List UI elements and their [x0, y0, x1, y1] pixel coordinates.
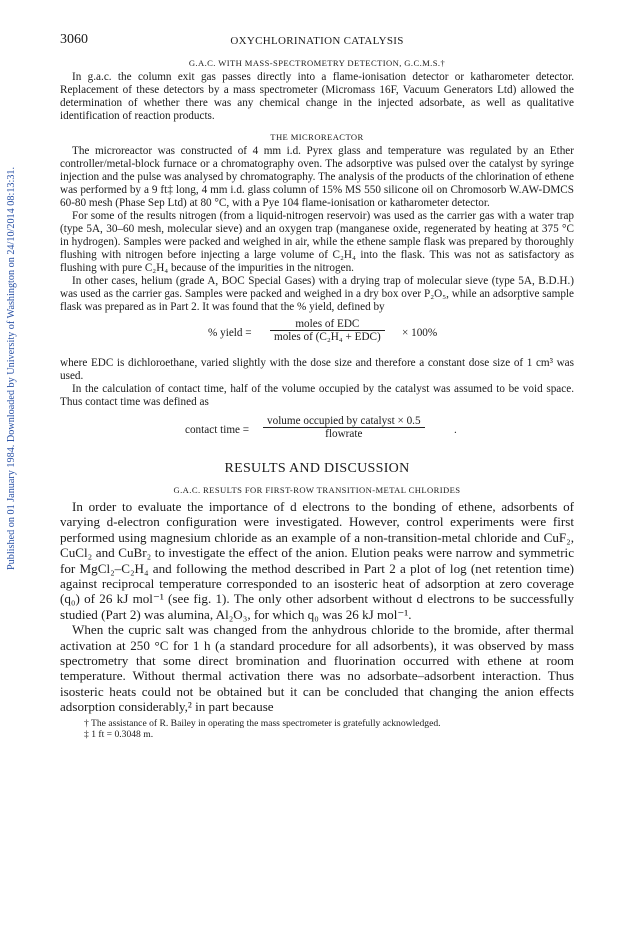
footnote: ‡ 1 ft = 0.3048 m. [84, 729, 154, 741]
section-heading-microreactor: THE MICROREACTOR [270, 132, 364, 142]
paragraph: For some of the results nitrogen (from a liquid-nitrogen reservoir) was used as the carrier gas with a water trap (type 5A, 30–60 mesh, molecular sieve) and an oxygen trap (manganese oxide, regenerated by heating at 375 °C in hydrogen). Samples were packed and weighed in air, while the ethene sample flask was prepared by thoroughly flushing with nitrogen before injecting a large volume of C₂H₄ into the flask. This was not as satisfactory as flushing with pure C₂H₄ because of the impurities in the nitrogen. [60, 210, 574, 274]
equation-denominator: flowrate [263, 427, 425, 440]
paragraph: In the calculation of contact time, half of the volume occupied by the catalyst was assumed to be void space. Thus contact time was defined as [60, 383, 574, 408]
paragraph: In other cases, helium (grade A, BOC Special Gases) with a drying trap of molecular sieve (type 5A, B.D.H.) was used as the carrier gas. Samples were packed and weighed in a dry box over P₂O₅, while an adsorptive sample flask was prepared as in Part 2. It was found that the % yield, defined by [60, 275, 574, 313]
results-heading: RESULTS AND DISCUSSION [224, 461, 410, 476]
side-note-text[interactable]: Published on 01 January 1984. Downloaded by University of Washington on 24/10/2014 08:13:31. [6, 166, 17, 570]
equation-denominator: moles of (C₂H₄ + EDC) [270, 330, 385, 343]
equation-lhs: % yield = [208, 327, 252, 339]
equation-rhs: × 100% [402, 327, 438, 339]
equation-contact-time [60, 415, 574, 449]
article-body [60, 58, 574, 741]
equation-yield [60, 318, 574, 352]
equation-fraction [263, 415, 425, 440]
paragraph: The microreactor was constructed of 4 mm i.d. Pyrex glass and temperature was regulated by an Ether controller/metal-block furnace or a chromatography oven. The adsorptive was pulsed over the catalyst by syringe injection and the pulse was analysed by chromatography. The analysis of the products of the chlorination of ethene was performed by a 9 ft‡ long, 4 mm i.d. glass column of 15% MS 550 silicone oil on Chromosorb W.AW-DMCS 60-80 mesh (Phase Sep Ltd) at 80 °C, with a Pye 104 flame-ionisation or katharometer detector. [60, 145, 574, 209]
equation-numerator: moles of EDC [295, 318, 360, 330]
equation-rhs: . [454, 424, 457, 436]
paragraph: When the cupric salt was changed from the anhydrous chloride to the bromide, after thermal activation at 250 °C for 1 h (a standard procedure for all adsorbents), it was observed by mass spectrometry that some direct bromination and fluorination occurred with ethene at room temperature. Without thermal activation there was no adsorbate–adsorbent interaction. Thus isosteric heats could not be obtained but it can be concluded that changing the anion effects adsorption considerably,² in part because [60, 622, 574, 715]
page-number: 3060 [60, 32, 88, 47]
equation-lhs: contact time = [185, 424, 250, 436]
equation-numerator: volume occupied by catalyst × 0.5 [267, 415, 421, 427]
paragraph: In order to evaluate the importance of d electrons to the bonding of ethene, adsorbents of varying d-electron configuration were investigated. However, control experiments were first performed using magnesium chloride as an example of a non-transition-metal chloride and CuF₂, CuCl₂ and CuBr₂ to investigate the effect of the anion. Elution peaks were narrow and symmetric for MgCl₂–C₂H₄ and following the method described in Part 2 a plot of log (net retention time) against reciprocal temperature corresponded to an isosteric heat of adsorption at zero coverage (q₀) of 26 kJ mol⁻¹ (see fig. 1). The only other adsorbent without d electrons to be successfully studied (Part 2) was alumina, Al₂O₃, for which q₀ was 26 kJ mol⁻¹. [60, 499, 574, 622]
running-title: OXYCHLORINATION CATALYSIS [230, 35, 404, 47]
paragraph: In g.a.c. the column exit gas passes directly into a flame-ionisation detector or katharometer detector. Replacement of these detectors by a mass spectrometer (Micromass 16F, Vacuum Generators Ltd) allowed the determination of whether there was any chemical change in the injected adsorbate, as well as qualitative identification of reaction products. [60, 71, 574, 122]
section-heading-gac-results: G.A.C. RESULTS FOR FIRST-ROW TRANSITION-METAL CHLORIDES [173, 485, 461, 495]
results-text [60, 499, 574, 715]
section-heading-gcms: G.A.C. WITH MASS-SPECTROMETRY DETECTION, G.C.M.S.† [188, 58, 446, 68]
equation-fraction [270, 318, 385, 343]
footnotes [60, 718, 574, 741]
paragraph: where EDC is dichloroethane, varied slightly with the dose size and therefore a constant dose size of 1 cm³ was used. [60, 357, 574, 382]
page-header [60, 32, 574, 48]
publication-side-note [6, 130, 20, 570]
footnote: † The assistance of R. Bailey in operating the mass spectrometer is gratefully acknowledged. [84, 717, 441, 729]
